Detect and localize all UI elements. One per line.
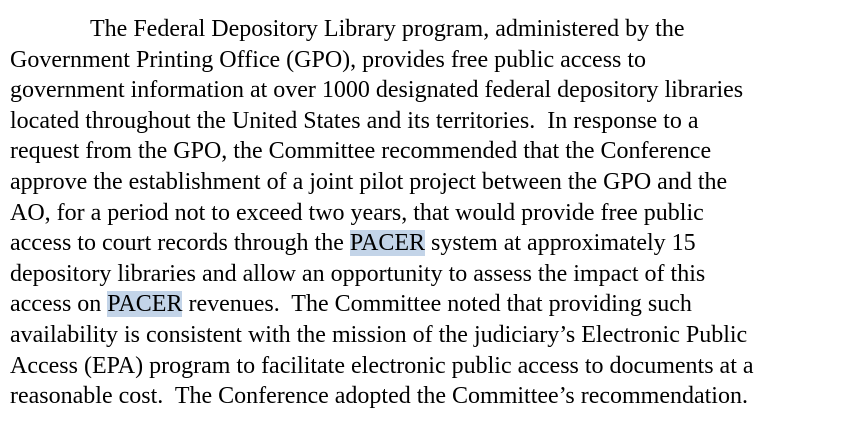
search-highlight[interactable]: PACER [107,291,183,318]
text-line-with-highlight [10,228,840,259]
text-segment: access on [10,291,108,318]
text-line: government information at over 1000 designated federal depository libraries [10,77,744,104]
text-line: located throughout the United States and its territories. In response to a [10,107,699,134]
text-segment: access to court records through the [10,230,350,257]
text-line: The Federal Depository Library program, administered by the [90,16,685,42]
text-line: availability is consistent with the mission of the judiciary’s Electronic Public [10,321,748,348]
text-line: depository libraries and allow an opportunity to assess the impact of this [10,260,706,287]
text-segment: revenues. The Committee noted that providing such [182,291,692,318]
text-line: approve the establishment of a joint pilot project between the GPO and the [10,168,728,195]
text-line: AO, for a period not to exceed two years, that would provide free public [10,199,704,226]
text-line-with-highlight [10,289,840,320]
text-line: Access (EPA) program to facilitate electronic public access to documents at a [10,352,754,379]
search-highlight[interactable]: PACER [349,230,426,257]
text-line: Government Printing Office (GPO), provides free public access to [10,46,647,73]
document-paragraph [10,14,840,412]
text-line: request from the GPO, the Committee recommended that the Conference [10,138,712,165]
text-segment: system at approximately 15 [425,230,696,257]
text-line: reasonable cost. The Conference adopted the Committee’s recommendation. [10,383,748,410]
